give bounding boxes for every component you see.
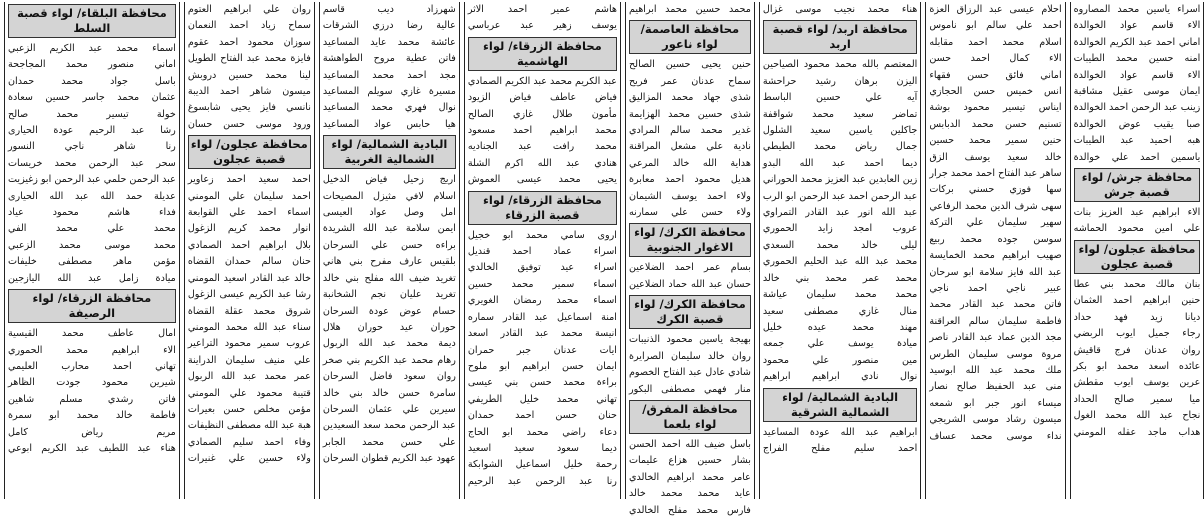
name-line: شذى حسين محمد الهزايمة [628, 108, 751, 120]
name-line: ديمة محمد عبد الله الربول [322, 338, 456, 350]
name-list [188, 2, 311, 133]
name-line: غدير محمد سالم المرادي [628, 125, 751, 137]
name-line: مؤمن ماهر مصطفى خليفات [8, 256, 176, 268]
name-line: بشار حسين هزاع عليمات [628, 455, 751, 467]
name-list [929, 2, 1061, 445]
name-line: منى عبد الحفيظ صالح نصار [929, 381, 1062, 393]
name-line: ياسمين احمد علي خوالدة [1073, 151, 1201, 163]
name-line: مؤمن مخلص حسن بعيرات [187, 403, 311, 415]
name-line: اسراء ياسين محمد المصاروه [1073, 4, 1201, 15]
column-1 [4, 2, 180, 499]
name-line: ايمان موسى عقيل مشاقبة [1073, 86, 1201, 98]
name-line: مريم رياض كامل [8, 426, 176, 438]
section-header: البادية الشمالية/ لواء الشمالية الغربية [323, 135, 456, 169]
name-line: روان عدنان فرج قاقيش [1073, 344, 1201, 356]
name-line: حسان عبد الله حماد الضلاعين [628, 278, 751, 290]
name-list [629, 260, 751, 293]
name-line: اماني منصور محمد المجاجحة [8, 59, 176, 71]
name-line: نادية علي مشعل المراقنة [628, 141, 751, 153]
name-line: فارس محمد مفلح الخالدي [628, 504, 751, 516]
name-line: هداية الله خالد المرعي [628, 157, 751, 169]
name-line: محمد محمد سليمان عياشة [762, 289, 918, 301]
name-line: ليلى خالد محمد السعدي [762, 239, 918, 251]
name-line: اريج زحيل فياض الدخيل [322, 174, 456, 186]
name-line: ولاء احمد يوسف الشيمان [628, 190, 751, 202]
name-line: ميادة زامل عبد الله اليازجين [8, 272, 176, 284]
name-line: ايات عدنان جبر حمران [467, 344, 617, 356]
name-line: حسام عوض عودة السرحان [322, 305, 456, 317]
name-line: خالد سعيد يوسف الزق [929, 151, 1062, 163]
name-list [1074, 205, 1201, 238]
name-line: عالية رضا درزي الشرقات [322, 20, 456, 32]
name-line: محمد حسين محمد ابراهيم [628, 4, 751, 15]
name-line: انس خميس حسن الحجازي [929, 86, 1062, 98]
name-list [8, 41, 176, 287]
name-line: خولة تيسير محمد صالح [8, 108, 176, 120]
name-line: اسماء سمير محمد حسين [467, 278, 617, 290]
name-line: اسماء احمد علي القوابعة [187, 207, 311, 219]
name-line: روان علي ابراهيم العتوم [187, 4, 311, 15]
name-line: هيا حابس عواد المساعيد [322, 118, 456, 130]
section-header: محافظة الزرقاء/ لواء الرصيفة [8, 289, 176, 323]
name-list [629, 437, 751, 519]
name-line: عامر محمد ابراهيم الخالدي [628, 471, 751, 483]
name-line: عبد الرحمن حلمي عبد الرحمن ابو زغيزيت [8, 174, 176, 186]
name-line: اماني فائق حسن فقهاء [929, 69, 1062, 81]
name-line: روان خالد سليمان الصرايرة [628, 350, 751, 362]
name-line: شذى جهاد محمد المزاليق [628, 92, 751, 104]
name-line: امل وصل عواد العيسى [322, 207, 456, 219]
name-line: محمد عمر محمد بني خالد [762, 272, 918, 284]
name-line: اسراء عيد توفيق الخالدي [467, 262, 617, 274]
name-line: الاء كمال احمد حسن [929, 53, 1062, 65]
section-header: محافظة العاصمة/ لواء ناعور [629, 20, 751, 54]
name-line: صبا يقيب عوض الخوالدة [1073, 118, 1201, 130]
name-line: براءة محمد حسن بني عيسى [467, 377, 617, 389]
name-list [468, 228, 617, 491]
name-line: حوران عيد حوران هلال [322, 321, 456, 333]
column-7 [925, 2, 1065, 499]
name-line: يحيى محمد عيسى العموش [467, 174, 617, 186]
name-line: هناء محمد نجيب موسى غزال [762, 4, 918, 15]
name-line: سناء عبد الله محمد المومني [187, 321, 311, 333]
name-line: فاتن رشدي مسلم شاهين [8, 393, 176, 405]
name-line: ساهر عبد الفتاح احمد محمد جرار [929, 168, 1062, 180]
name-list [763, 2, 917, 18]
section-header: محافظة اربد/ لواء قصبة اربد [763, 20, 917, 54]
name-line: منال غازي مصطفى سعيد [762, 305, 918, 317]
name-line: شهرزاد ديب قاسم [322, 4, 456, 15]
name-line: ورود موسى حسن حسان [187, 118, 311, 130]
name-line: سيرين علي عثمان السرحان [322, 403, 456, 415]
name-line: محمد موسى محمد الزعبي [8, 239, 176, 251]
name-line: محمد عبد الله عبد الحليم الحموري [762, 256, 918, 268]
name-line: احمد علي سالم ابو ناموس [929, 20, 1062, 32]
name-line: سحر عبد الرحمن محمد خريسات [8, 157, 176, 169]
name-line: الاء ابراهيم محمد الحموري [8, 344, 176, 356]
name-line: جمال رياض محمد الطيطي [762, 141, 918, 153]
name-line: حنين ابراهيم احمد العثمان [1073, 295, 1201, 307]
name-line: فاتن عطية مروح الطواهشة [322, 53, 456, 65]
name-line: هداب ماجد عقله المومني [1073, 426, 1201, 438]
name-line: ايناس تيسير محمود بوشة [929, 102, 1062, 114]
name-line: امنه حسين محمد الطيبات [1073, 53, 1201, 65]
column-3 [319, 2, 460, 499]
name-line: حنان حسن احمد حمدان [467, 410, 617, 422]
name-line: رجاء جميل ايوب الربضي [1073, 328, 1201, 340]
name-line: علي امين محمود الحماشه [1073, 223, 1201, 235]
name-line: رهام محمد عبد الكريم بني صخر [322, 354, 456, 366]
name-line: ميساء انور جبر ابو شمعه [929, 397, 1062, 409]
name-line: سوسن جوده محمد ربيع [929, 233, 1062, 245]
name-line: نانسي فايز يحيى شابسوغ [187, 102, 311, 114]
name-line: علي منيف سليمان الدراينة [187, 354, 311, 366]
name-line: احمد سليمان علي المومني [187, 190, 311, 202]
name-line: عهود عبد الكريم قطوان السرحان [322, 453, 456, 465]
name-line: اليزن برهان رشيد حراحشة [762, 75, 918, 87]
name-line: عروب سمير محمود التراعير [187, 338, 311, 350]
name-line: ابراهيم عبد الله عودة المساعيد [762, 426, 918, 438]
name-line: ايمن سلامة عبد الله الشريدة [322, 223, 456, 235]
name-line: علي حسن محمد الجابر [322, 436, 456, 448]
name-line: شروق محمد عقلة القضاة [187, 305, 311, 317]
name-line: رشا عبد الرحيم عودة الحيارى [8, 125, 176, 137]
name-line: عبد الكريم محمد عبد الكريم الصمادي [467, 75, 617, 87]
name-line: مروة موسى سليمان الطرس [929, 348, 1062, 360]
name-line: تهاني محمد خليل الطريفي [467, 393, 617, 405]
name-line: فايزة محمد عبد الفتاح الطويل [187, 53, 311, 65]
name-line: منار فهمي مصطفى البكور [628, 383, 751, 395]
name-line: تسنيم حسن محمد الدبابس [929, 118, 1062, 130]
name-line: بلقيس عارف مفرح بني هاني [322, 256, 456, 268]
name-list [629, 2, 751, 18]
name-list [1074, 277, 1201, 441]
name-line: اسماء محمد رمضان الغويري [467, 295, 617, 307]
name-line: ولاء حسن علي سمارنه [628, 207, 751, 219]
name-line: شادي عادل عبد الفتاح الخصوم [628, 367, 751, 379]
name-line: خالد عبد القادر اسعيد المومني [187, 272, 311, 284]
name-line: مجد احمد محمد المساعيد [322, 69, 456, 81]
name-line: ديما سعود سعيد اسعيد [467, 442, 617, 454]
section-header: محافظة الكرك/ لواء قصبة الكرك [629, 295, 751, 329]
name-line: مين منصور علي محمود [762, 354, 918, 366]
name-line: مهند محمد عيده خليل [762, 321, 918, 333]
name-line: عرين يوسف ايوب مقطش [1073, 377, 1201, 389]
name-line: امال عاطف محمد القيسية [8, 328, 176, 340]
name-line: رحمة خليل اسماعيل الشوابكة [467, 459, 617, 471]
name-line: هديل محمود احمد معابرة [628, 174, 751, 186]
name-line: الاء قاسم عواد الخوالدة [1073, 20, 1201, 32]
name-line: احمد سليم مفلح الفراج [762, 442, 918, 454]
name-list [1074, 2, 1201, 166]
name-line: اروى سامي محمد ابو خجيل [467, 229, 617, 241]
name-line: عروب امجد زايد الحموري [762, 223, 918, 235]
name-line: عمر محمد عبد الله الربول [187, 371, 311, 383]
name-line: اسراء عماد احمد قنديل [467, 246, 617, 258]
name-line: اماني احمد عبد الكريم الخوالدة [1073, 36, 1201, 48]
name-line: انيسة محمد عبد القادر اسعد [467, 328, 617, 340]
name-line: المعتصم بالله محمد محمود الصياحين [762, 59, 918, 71]
column-8 [1070, 2, 1204, 499]
name-line: ملك محمد عبد الله ابوسيد [929, 364, 1062, 376]
name-line: سهير سليمان علي التركة [929, 217, 1062, 229]
name-line: ولاء حسين علي غنيرات [187, 453, 311, 465]
name-line: باسل جواد محمد حمدان [8, 75, 176, 87]
name-line: رنا شاهر ناجي النسور [8, 141, 176, 153]
name-line: براءه حسن علي السرحان [322, 239, 456, 251]
name-line: ميسون شاهر احمد الديبة [187, 86, 311, 98]
name-line: هبه احميد عبد الطيبات [1073, 135, 1201, 147]
name-line: اسماء محمد عبد الكريم الزعبي [8, 43, 176, 54]
name-line: يوسف زهير عبد عرباسي [467, 20, 617, 32]
section-header: محافظة الكرك/ لواء الاغوار الجنوبية [629, 223, 751, 257]
name-line: فاطمة خالد محمد ابو سمرة [8, 410, 176, 422]
column-2 [184, 2, 315, 499]
name-list [323, 172, 456, 467]
name-line: ميادة يوسف علي جمعه [762, 338, 918, 350]
name-line: زينب عبد الرحمن احمد الخوالدة [1073, 102, 1201, 114]
section-header: محافظة البلقاء/ لواء قصبة السلط [8, 4, 176, 38]
section-header: محافظة الزرقاء/ لواء الهاشمية [468, 37, 617, 71]
column-6 [759, 2, 921, 499]
name-line: دعاء راضي محمد ابو الحاج [467, 426, 617, 438]
name-line: ديما احمد عبد الله البدو [762, 157, 918, 169]
name-line: سهى شرف الدين محمد الرفاعي [929, 200, 1062, 212]
name-line: عايد محمد محمد خالد [628, 488, 751, 500]
name-line: بهيجة ياسين محمود الذنيبات [628, 334, 751, 346]
name-line: هبة عبد الله مصطفى النظيفات [187, 420, 311, 432]
name-line: احلام عيسى عبد الرزاق العزة [929, 4, 1062, 15]
name-line: باسل ضيف الله احمد الحسن [628, 438, 751, 450]
section-header: محافظة عجلون/ لواء قصبة عجلون [1074, 240, 1201, 274]
name-line: صهيب ابراهيم محمد الخمايسة [929, 250, 1062, 262]
name-list [8, 326, 176, 457]
name-line: عثمان محمد جاسر حسين سعادة [8, 92, 176, 104]
name-line: الاء ابراهيم عبد العزيز بنات [1073, 207, 1201, 219]
name-line: عبد الرحمن احمد عبد الرحمن ابو الرب [762, 190, 918, 202]
name-line: سامرة حسن خالد بني خالد [322, 387, 456, 399]
name-line: مجد الدين عماد عبد القادر ناصر [929, 332, 1062, 344]
name-line: آيه علي حسين الباسط [762, 92, 918, 104]
name-line: مسيرة غازي سويلم المساعيد [322, 86, 456, 98]
name-line: احمد سعيد احمد زعاوير [187, 174, 311, 186]
name-line: نجاح عبد الله محمد الغول [1073, 410, 1201, 422]
name-line: حنين يحيى حسين الصالح [628, 59, 751, 71]
column-4 [464, 2, 621, 499]
name-line: رشا عبد الكريم عيسى الزغول [187, 289, 311, 301]
name-line: شيرين محمود جودت الظاهر [8, 377, 176, 389]
name-line: عائده اسعد محمد ابو بكر [1073, 360, 1201, 372]
name-line: فداء هاشم محمود عياد [8, 207, 176, 219]
name-line: روان سعود فاضل السرحان [322, 371, 456, 383]
name-list [629, 57, 751, 221]
name-line: عبد الله فايز سلامة ابو سرحان [929, 266, 1062, 278]
name-line: اسلام لافي مثيزل المصيحات [322, 190, 456, 202]
name-line: زين العابدين عبد العزيز محمد الحوراني [762, 174, 918, 186]
name-line: محمد رافت عبد الجناديه [467, 141, 617, 153]
name-line: بسام عمر احمد الضلاعين [628, 262, 751, 274]
name-list [323, 2, 456, 133]
name-line: فياض عاطف فياض الزيود [467, 92, 617, 104]
name-line: محمد علي محمد الفي [8, 223, 176, 235]
name-line: تماضر سعيد محمد شواقفة [762, 108, 918, 120]
section-header: محافظة المفرق/ لواء بلعما [629, 400, 751, 434]
name-line: بلال ابراهيم احمد الصمادي [187, 239, 311, 251]
name-list [763, 57, 917, 385]
name-line: نداء موسى محمد عساف [929, 430, 1062, 442]
name-line: فاطمة سليمان سالم العراقنة [929, 315, 1062, 327]
name-line: تهاني احمد محارب العليمي [8, 360, 176, 372]
section-header: محافظة جرش/ لواء قصبة جرش [1074, 168, 1201, 202]
name-list [188, 172, 311, 467]
name-line: عبد الرحمن محمد سعد السعيدين [322, 420, 456, 432]
name-line: وفاء احمد سليم الصمادي [187, 436, 311, 448]
name-line: مأمون طلال غازي الصالح [467, 108, 617, 120]
name-line: عائشة محمد عايد المساعيد [322, 36, 456, 48]
name-line: سها فوزي حسني بركات [929, 184, 1062, 196]
name-line: هناء عبد اللطيف عبد الكريم ابوعي [8, 442, 176, 454]
name-line: ديانا زيد فهد حداد [1073, 311, 1201, 323]
name-line: ايمان حسن ابراهيم ابو ملوح [467, 360, 617, 372]
name-line: هاشم عمير احمد الاثر [467, 4, 617, 15]
name-line: هنادي عبد الله اكرم الشلة [467, 157, 617, 169]
section-header: البادية الشمالية/ لواء الشمالية الشرقية [763, 388, 917, 422]
name-line: تغريد عليان نجم الشخانبة [322, 289, 456, 301]
name-line: عبد الله انور عبد القادر التمراوي [762, 207, 918, 219]
name-line: نوال فهري محمد المساعيد [322, 102, 456, 114]
name-line: جاكلين ياسين سعيد الشلول [762, 125, 918, 137]
name-line: انوار محمد كريم الزغول [187, 223, 311, 235]
name-list [763, 425, 917, 458]
name-line: سماح عدنان عمر فريح [628, 75, 751, 87]
column-5 [625, 2, 755, 516]
name-line: رنا عبد الرحمن عبد الرحيم [467, 475, 617, 487]
name-line: تغريد ضيف الله مفلح بني خالد [322, 272, 456, 284]
name-line: فاتن محمد عبد القادر محمد [929, 299, 1062, 311]
name-line: عديلة حمد الله عبد الله الحيارى [8, 190, 176, 202]
name-line: امنة اسماعيل عبد القادر سماره [467, 311, 617, 323]
name-line: حنان سالم حمدان القضاه [187, 256, 311, 268]
section-header: محافظة الزرقاء/ لواء قصبة الزرقاء [468, 191, 617, 225]
section-header: محافظة عجلون/ لواء قصبة عجلون [188, 135, 311, 169]
name-line: سوزان محمود احمد عقوم [187, 36, 311, 48]
name-line: نوال نادي ابراهيم ابراهيم [762, 371, 918, 383]
name-line: سماح زياد احمد النعمان [187, 20, 311, 32]
name-list [629, 332, 751, 398]
name-list [468, 2, 617, 35]
name-line: قتيبة محمود علي المومني [187, 387, 311, 399]
name-line: الاء قاسم عواد الخوالدة [1073, 69, 1201, 81]
name-line: محمد ابراهيم احمد مسعود [467, 125, 617, 137]
name-line: بنان مالك محمد بني عطا [1073, 278, 1201, 290]
name-line: ميا سمير صالح الحداد [1073, 393, 1201, 405]
name-line: حنين سمير محمد حسين [929, 135, 1062, 147]
name-line: اسلام محمد احمد مقابله [929, 36, 1062, 48]
name-line: لينا محمد حسين دروبش [187, 69, 311, 81]
name-list [468, 74, 617, 189]
name-line: ميسون رشاد موسى الشريجي [929, 414, 1062, 426]
name-line: عبير ناجي احمد ناجي [929, 282, 1062, 294]
